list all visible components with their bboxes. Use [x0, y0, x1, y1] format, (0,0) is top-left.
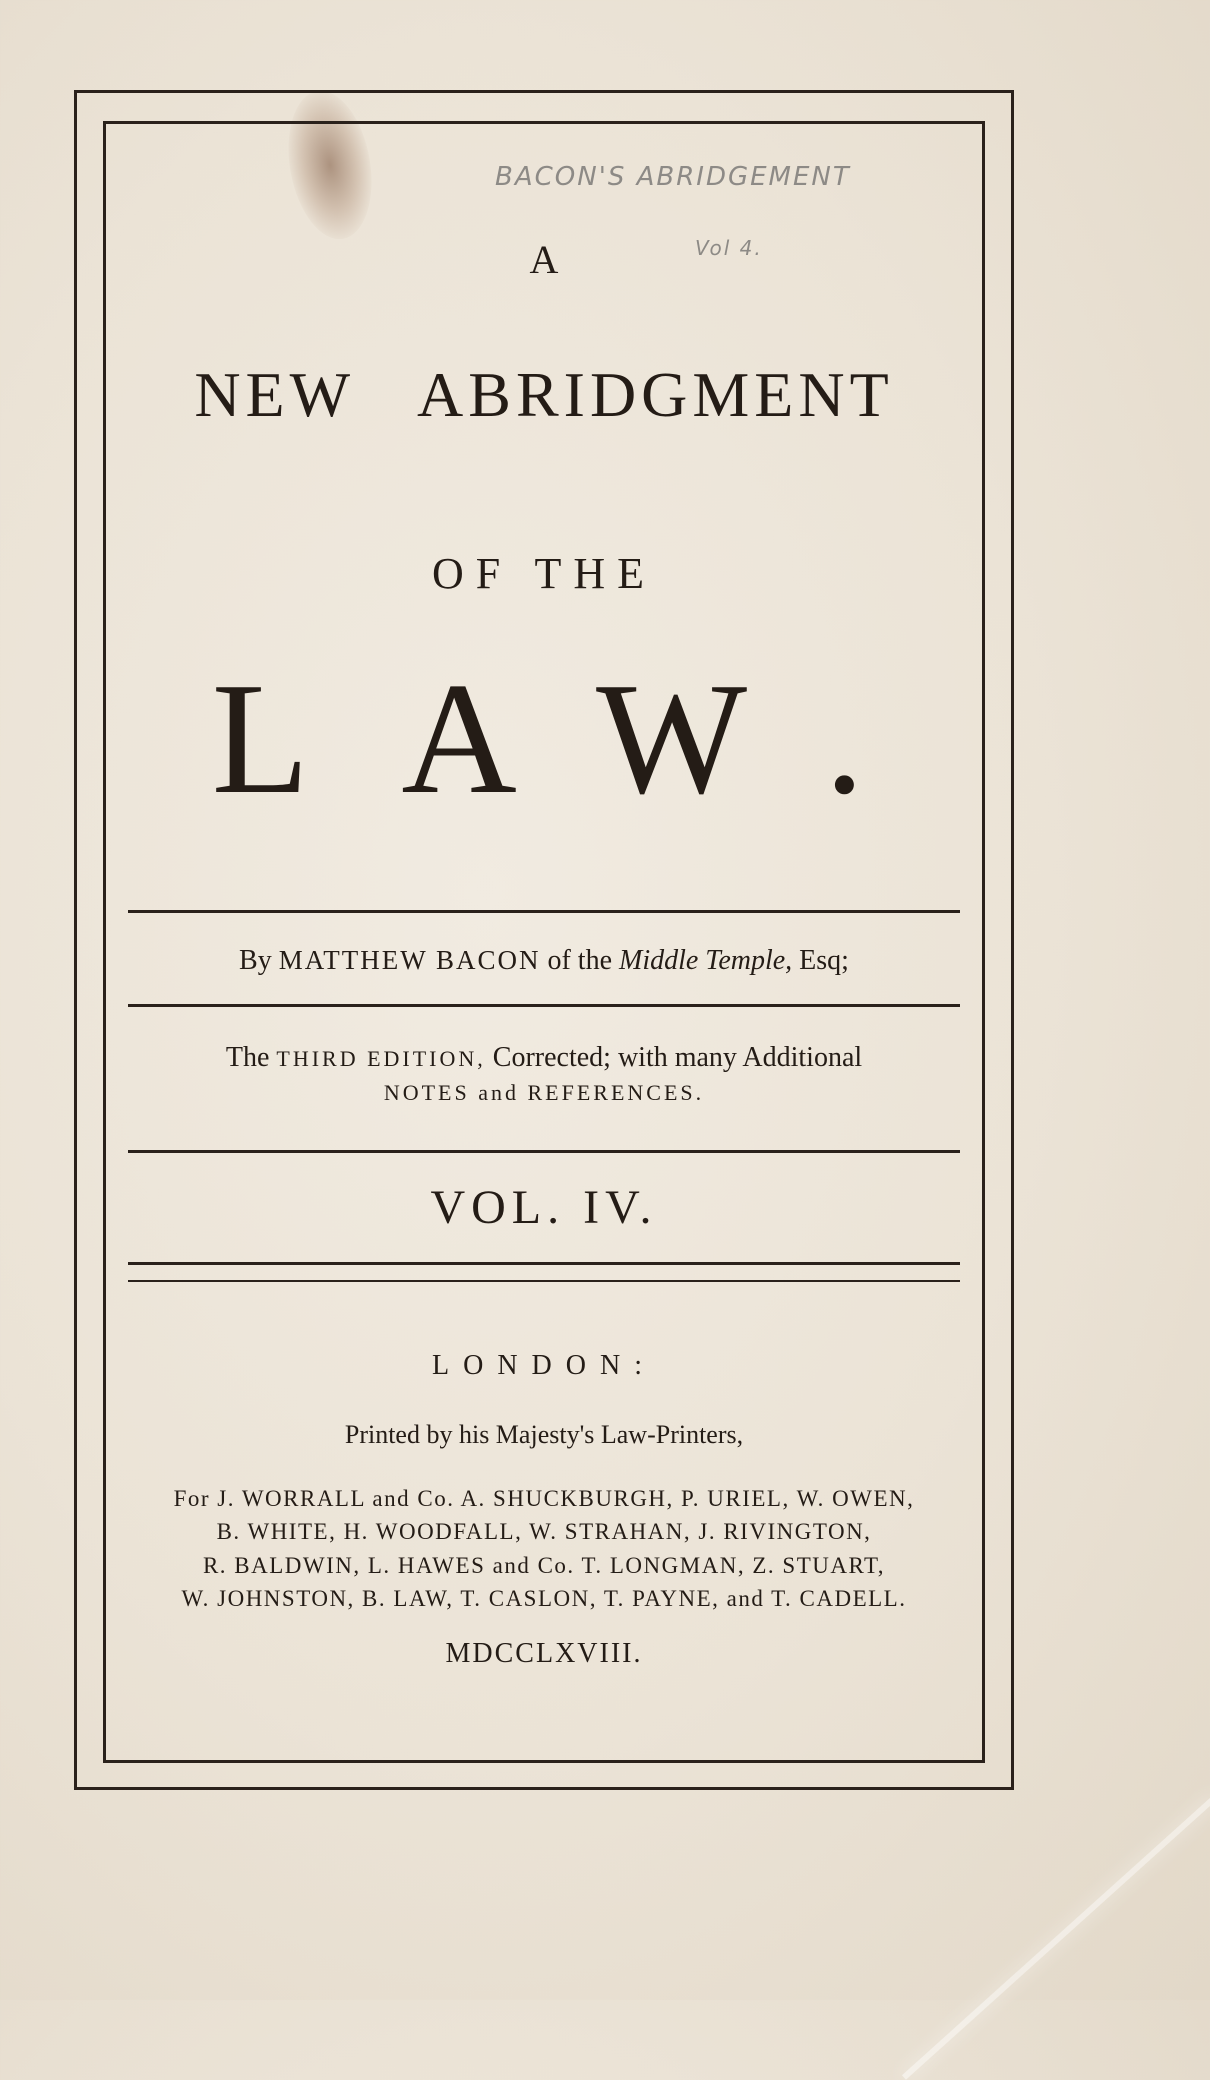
- bookseller-line: B. WHITE, H. WOODFALL, W. STRAHAN, J. RIVINGTON,: [216, 1519, 872, 1545]
- rule-above-volume: [128, 1150, 960, 1153]
- author-by: By: [239, 945, 272, 976]
- volume-label: VOL. IV.: [430, 1181, 658, 1234]
- edition-third: THIRD EDITION,: [276, 1046, 486, 1071]
- bookseller-line: For J. WORRALL and Co. A. SHUCKBURGH, P. URIEL, W. OWEN,: [173, 1486, 915, 1511]
- title-new: NEW: [194, 359, 356, 430]
- rule-above-author: [128, 910, 960, 913]
- title-abridgment: ABRIDGMENT: [417, 359, 894, 430]
- bookseller-line: W. JOHNSTON, B. LAW, T. CASLON, T. PAYNE, and T. CADELL.: [181, 1586, 907, 1612]
- author-institution: Middle Temple,: [619, 945, 793, 976]
- edition-line-1: [103, 1042, 985, 1074]
- double-rule-bottom: [128, 1280, 960, 1282]
- author-suffix: Esq;: [799, 945, 849, 976]
- paper-fold-highlight: [902, 1794, 1210, 2079]
- edition-the: The: [225, 1042, 270, 1073]
- imprint-date: MDCCLXVIII.: [445, 1638, 643, 1669]
- edition-rest: Corrected; with many Additional: [492, 1042, 863, 1073]
- author-of-the: of the: [547, 945, 612, 976]
- manuscript-title-note: BACON'S ABRIDGEMENT: [495, 162, 851, 192]
- author-line: [103, 945, 985, 977]
- bookseller-line: R. BALDWIN, L. HAWES and Co. T. LONGMAN, Z. STUART,: [202, 1552, 886, 1578]
- title-article: A: [529, 237, 559, 282]
- double-rule-top: [128, 1262, 960, 1265]
- edition-line-2: NOTES and REFERENCES.: [383, 1080, 705, 1105]
- author-name: MATTHEW BACON: [278, 945, 541, 975]
- imprint-booksellers: [103, 1482, 985, 1615]
- title-law: LAW.: [211, 649, 957, 827]
- rule-above-edition: [128, 1004, 960, 1007]
- imprint-city: LONDON:: [432, 1350, 656, 1381]
- imprint-printer: Printed by his Majesty's Law-Printers,: [344, 1420, 744, 1449]
- title-of-the: OF THE: [432, 549, 656, 598]
- manuscript-volume-note: Vol 4.: [695, 236, 763, 260]
- title-main-line: [103, 358, 985, 432]
